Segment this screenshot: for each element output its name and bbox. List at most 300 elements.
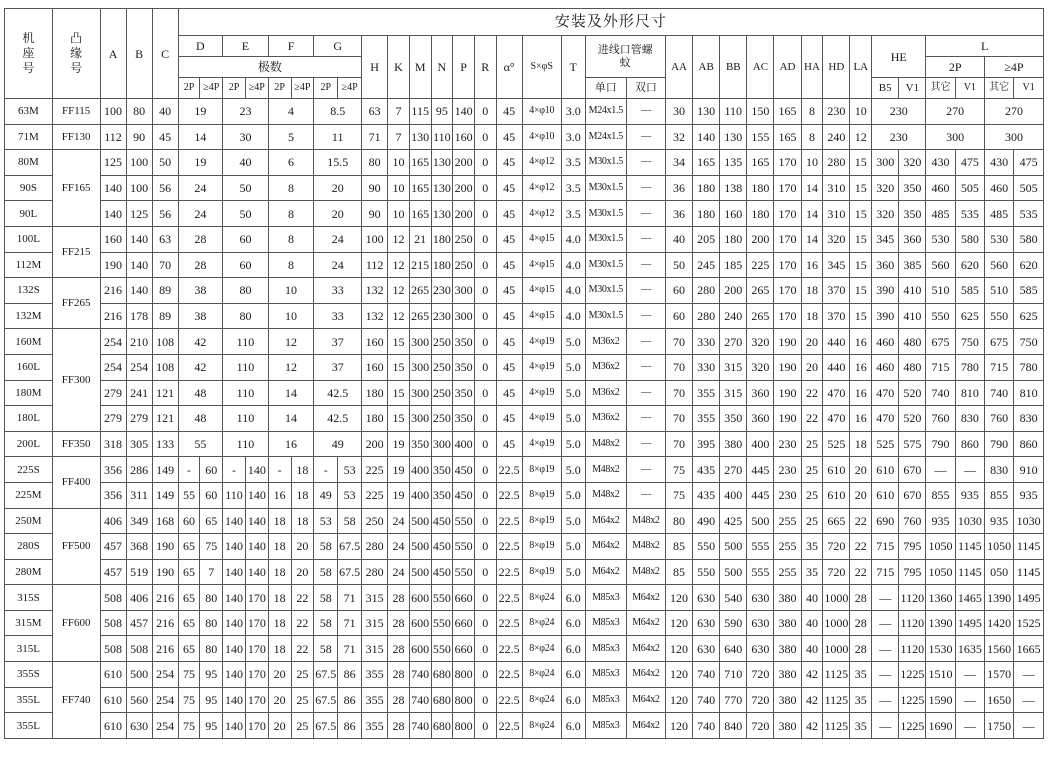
- l-2p-cell: 300: [926, 124, 985, 150]
- table-row: [5, 687, 1044, 713]
- dim-cell: 108: [152, 329, 178, 355]
- dim-cell: 14: [801, 226, 823, 252]
- dim-cell: 508: [100, 585, 126, 611]
- dim-cell: 20: [801, 354, 823, 380]
- dim-cell: 519: [126, 559, 152, 585]
- dim-cell: 286: [126, 457, 152, 483]
- he-v1-cell: 520: [899, 406, 926, 432]
- dim-cell: 355: [693, 380, 720, 406]
- header-alpha: α°: [496, 36, 522, 99]
- dim-cell: 630: [747, 610, 774, 636]
- dim-cell: 155: [747, 124, 774, 150]
- dim-cell: 280: [362, 534, 388, 560]
- he-v1-cell: 520: [899, 380, 926, 406]
- l-cell: 620: [1014, 252, 1044, 278]
- table-row: [5, 252, 1044, 278]
- header-c: C: [152, 9, 178, 99]
- pole-cell: 20: [268, 713, 291, 739]
- l-cell: 1665: [1014, 636, 1044, 662]
- pole-cell: 49: [314, 482, 338, 508]
- l-cell: 715: [926, 354, 955, 380]
- dim-cell: 12: [850, 124, 872, 150]
- l-cell: 1635: [955, 636, 984, 662]
- dim-cell: 680: [431, 687, 453, 713]
- l-cell: 810: [955, 380, 984, 406]
- inlet-single-cell: M85x3: [585, 636, 626, 662]
- dim-cell: 345: [823, 252, 850, 278]
- pole-cell: 16: [268, 431, 314, 457]
- dim-cell: 112: [100, 124, 126, 150]
- dim-cell: 28: [850, 610, 872, 636]
- dim-cell: 356: [100, 482, 126, 508]
- dim-cell: 165: [409, 175, 431, 201]
- pole-cell: 22: [291, 636, 314, 662]
- header-e-2p: 2P: [223, 78, 246, 99]
- pole-cell: 65: [178, 610, 200, 636]
- dim-cell: 315: [362, 636, 388, 662]
- dim-cell: 720: [823, 559, 850, 585]
- dim-cell: 21: [409, 226, 431, 252]
- dim-cell: 40: [152, 99, 178, 125]
- l-cell: 1495: [1014, 585, 1044, 611]
- he-v1-cell: 795: [899, 559, 926, 585]
- dim-cell: 210: [126, 329, 152, 355]
- inlet-double-cell: —: [626, 457, 665, 483]
- pole-cell: 170: [245, 662, 268, 688]
- dim-cell: 180: [431, 252, 453, 278]
- pole-cell: 20: [314, 201, 362, 227]
- bolt-cell: 8×φ24: [522, 610, 561, 636]
- dim-cell: 0: [474, 278, 496, 304]
- dim-cell: 22: [801, 380, 823, 406]
- dim-cell: 315: [362, 585, 388, 611]
- bolt-cell: 8×φ19: [522, 482, 561, 508]
- dim-cell: 630: [126, 713, 152, 739]
- he-v1-cell: 670: [899, 457, 926, 483]
- dim-cell: 12: [388, 303, 410, 329]
- l-cell: 430: [926, 150, 955, 176]
- l-cell: 530: [984, 226, 1013, 252]
- pole-cell: 110: [223, 406, 269, 432]
- inlet-single-cell: M85x3: [585, 610, 626, 636]
- dim-cell: 178: [126, 303, 152, 329]
- pole-cell: 170: [245, 687, 268, 713]
- dim-cell: 395: [693, 431, 720, 457]
- dim-cell: 36: [665, 201, 692, 227]
- he-v1-cell: 670: [899, 482, 926, 508]
- pole-cell: 48: [178, 406, 223, 432]
- pole-cell: 20: [291, 534, 314, 560]
- dim-cell: 216: [152, 585, 178, 611]
- he-v1-cell: 480: [899, 354, 926, 380]
- dim-cell: 770: [720, 687, 747, 713]
- dim-cell: 800: [453, 687, 475, 713]
- l-cell: 740: [984, 380, 1013, 406]
- frame-cell: 355L: [5, 713, 53, 739]
- dim-cell: 15: [850, 226, 872, 252]
- he-v1-cell: 795: [899, 534, 926, 560]
- dim-cell: 5.0: [561, 354, 585, 380]
- pole-cell: 140: [223, 687, 246, 713]
- pole-cell: 60: [200, 457, 223, 483]
- dim-cell: 18: [850, 431, 872, 457]
- dim-cell: 250: [431, 329, 453, 355]
- dim-cell: 5.0: [561, 380, 585, 406]
- dim-cell: 112: [362, 252, 388, 278]
- dim-cell: 16: [850, 406, 872, 432]
- pole-cell: 53: [314, 508, 338, 534]
- inlet-single-cell: M36x2: [585, 354, 626, 380]
- dim-cell: 35: [850, 713, 872, 739]
- frame-cell: 315L: [5, 636, 53, 662]
- dim-cell: 4.0: [561, 278, 585, 304]
- dim-cell: 130: [720, 124, 747, 150]
- table-row: [5, 226, 1044, 252]
- dim-cell: 540: [720, 585, 747, 611]
- pole-cell: 67.5: [314, 662, 338, 688]
- pole-cell: 110: [223, 431, 269, 457]
- table-row: [5, 482, 1044, 508]
- header-m: M: [409, 36, 431, 99]
- bolt-cell: 4×φ15: [522, 278, 561, 304]
- dim-cell: 311: [126, 482, 152, 508]
- dim-cell: 250: [453, 252, 475, 278]
- dim-cell: 550: [693, 559, 720, 585]
- dim-cell: 140: [126, 278, 152, 304]
- dim-cell: 250: [453, 226, 475, 252]
- dim-cell: 225: [362, 457, 388, 483]
- dim-cell: 550: [431, 610, 453, 636]
- dim-cell: 550: [431, 636, 453, 662]
- dim-cell: 350: [409, 431, 431, 457]
- dim-cell: 349: [126, 508, 152, 534]
- dim-cell: 45: [496, 329, 522, 355]
- dim-cell: 230: [431, 278, 453, 304]
- bolt-cell: 8×φ19: [522, 559, 561, 585]
- table-row: [5, 124, 1044, 150]
- dim-cell: 250: [431, 406, 453, 432]
- flange-cell: FF215: [52, 226, 100, 277]
- frame-cell: 71M: [5, 124, 53, 150]
- dim-cell: 45: [496, 99, 522, 125]
- dim-cell: 18: [801, 303, 823, 329]
- he-b5-cell: 345: [872, 226, 899, 252]
- dim-cell: 15: [850, 303, 872, 329]
- dim-cell: 406: [100, 508, 126, 534]
- he-b5-cell: 390: [872, 303, 899, 329]
- pole-cell: 60: [178, 508, 200, 534]
- table-row: [5, 354, 1044, 380]
- dim-cell: 610: [100, 687, 126, 713]
- pole-cell: -: [178, 457, 200, 483]
- inlet-double-cell: M64x2: [626, 687, 665, 713]
- header-g: G: [314, 36, 362, 57]
- dim-cell: 265: [747, 303, 774, 329]
- he-b5-cell: —: [872, 610, 899, 636]
- dim-cell: 45: [496, 175, 522, 201]
- dim-cell: 5.0: [561, 482, 585, 508]
- pole-cell: 110: [223, 380, 269, 406]
- dim-cell: 216: [152, 636, 178, 662]
- dim-cell: 680: [431, 662, 453, 688]
- l-cell: 1750: [984, 713, 1013, 739]
- dim-cell: 22.5: [496, 534, 522, 560]
- dim-cell: 254: [126, 354, 152, 380]
- frame-cell: 63M: [5, 99, 53, 125]
- dim-cell: 28: [388, 585, 410, 611]
- dim-cell: 457: [100, 534, 126, 560]
- pole-cell: 95: [200, 713, 223, 739]
- dim-cell: 15: [388, 354, 410, 380]
- pole-cell: 65: [200, 508, 223, 534]
- dim-cell: 22.5: [496, 457, 522, 483]
- dim-cell: 90: [362, 175, 388, 201]
- he-b5-cell: 470: [872, 380, 899, 406]
- frame-cell: 355L: [5, 687, 53, 713]
- dim-cell: 630: [693, 610, 720, 636]
- header-single: 单口: [585, 78, 626, 99]
- dim-cell: 42: [801, 662, 823, 688]
- dim-cell: 75: [665, 457, 692, 483]
- pole-cell: 24: [314, 252, 362, 278]
- dim-cell: 5.0: [561, 508, 585, 534]
- inlet-single-cell: M85x3: [585, 713, 626, 739]
- dim-cell: 740: [409, 687, 431, 713]
- l-cell: 460: [984, 175, 1013, 201]
- inlet-double-cell: —: [626, 406, 665, 432]
- dim-cell: 300: [409, 354, 431, 380]
- l-cell: —: [955, 662, 984, 688]
- inlet-double-cell: —: [626, 226, 665, 252]
- inlet-double-cell: —: [626, 303, 665, 329]
- dim-cell: 14: [801, 175, 823, 201]
- pole-cell: 170: [245, 610, 268, 636]
- dim-cell: 6.0: [561, 636, 585, 662]
- l-cell: —: [1014, 687, 1044, 713]
- table-body: [5, 99, 1044, 739]
- dim-cell: 305: [126, 431, 152, 457]
- pole-cell: 67.5: [314, 687, 338, 713]
- inlet-single-cell: M36x2: [585, 329, 626, 355]
- dim-cell: 100: [126, 175, 152, 201]
- dim-cell: 89: [152, 303, 178, 329]
- dim-cell: 5.0: [561, 457, 585, 483]
- dim-cell: 800: [453, 713, 475, 739]
- dim-cell: 140: [100, 175, 126, 201]
- dim-cell: 360: [747, 406, 774, 432]
- dim-cell: 0: [474, 252, 496, 278]
- header-d-2p: 2P: [178, 78, 200, 99]
- dim-cell: 19: [388, 482, 410, 508]
- header-f-2p: 2P: [268, 78, 291, 99]
- he-v1-cell: 350: [899, 201, 926, 227]
- dim-cell: 35: [801, 534, 823, 560]
- frame-cell: 80M: [5, 150, 53, 176]
- bolt-cell: 4×φ15: [522, 252, 561, 278]
- pole-cell: 38: [178, 278, 223, 304]
- dim-cell: 500: [126, 662, 152, 688]
- dim-cell: 180: [431, 226, 453, 252]
- pole-cell: 15.5: [314, 150, 362, 176]
- frame-cell: 160M: [5, 329, 53, 355]
- dim-cell: 265: [747, 278, 774, 304]
- dim-cell: 280: [693, 278, 720, 304]
- dim-cell: 20: [850, 482, 872, 508]
- dim-cell: 6.0: [561, 713, 585, 739]
- header-v1: V1: [899, 78, 926, 99]
- l-cell: 625: [1014, 303, 1044, 329]
- dim-cell: 100: [362, 226, 388, 252]
- dim-cell: 168: [152, 508, 178, 534]
- header-e: E: [223, 36, 269, 57]
- dim-cell: 25: [801, 457, 823, 483]
- dim-cell: 165: [774, 124, 801, 150]
- dim-cell: 15: [388, 406, 410, 432]
- l-cell: 1390: [926, 610, 955, 636]
- table-row: [5, 534, 1044, 560]
- inlet-double-cell: —: [626, 354, 665, 380]
- pole-cell: 25: [291, 687, 314, 713]
- bolt-cell: 4×φ10: [522, 124, 561, 150]
- inlet-single-cell: M85x3: [585, 687, 626, 713]
- dim-cell: 265: [409, 303, 431, 329]
- dim-cell: 15: [850, 150, 872, 176]
- dim-cell: 380: [774, 636, 801, 662]
- dim-cell: 40: [801, 585, 823, 611]
- dim-cell: 279: [126, 406, 152, 432]
- dim-cell: 400: [720, 482, 747, 508]
- dim-cell: 660: [453, 610, 475, 636]
- l-cell: 550: [926, 303, 955, 329]
- dim-cell: 330: [693, 354, 720, 380]
- pole-cell: 42: [178, 329, 223, 355]
- bolt-cell: 8×φ24: [522, 585, 561, 611]
- dim-cell: 56: [152, 175, 178, 201]
- header-v1-4p: V1: [1014, 78, 1044, 99]
- l-cell: 475: [1014, 150, 1044, 176]
- l-cell: 620: [955, 252, 984, 278]
- pole-cell: 10: [268, 303, 314, 329]
- bolt-cell: 4×φ19: [522, 431, 561, 457]
- dim-cell: 320: [747, 329, 774, 355]
- dim-cell: 165: [774, 99, 801, 125]
- l-cell: 860: [1014, 431, 1044, 457]
- frame-cell: 132S: [5, 278, 53, 304]
- bolt-cell: 4×φ19: [522, 354, 561, 380]
- dim-cell: 470: [823, 380, 850, 406]
- dim-cell: 70: [665, 431, 692, 457]
- dim-cell: 740: [409, 662, 431, 688]
- dim-cell: 350: [453, 354, 475, 380]
- dim-cell: 500: [747, 508, 774, 534]
- dim-cell: 22: [850, 534, 872, 560]
- dim-cell: 0: [474, 482, 496, 508]
- dim-cell: 7: [388, 124, 410, 150]
- table-row: [5, 303, 1044, 329]
- dim-cell: 508: [126, 636, 152, 662]
- he-cell: 230: [872, 99, 926, 125]
- dim-cell: 160: [362, 354, 388, 380]
- dim-cell: 0: [474, 559, 496, 585]
- he-b5-cell: 610: [872, 482, 899, 508]
- dim-cell: 280: [823, 150, 850, 176]
- pole-cell: 42.5: [314, 406, 362, 432]
- pole-cell: 49: [314, 431, 362, 457]
- pole-cell: 71: [338, 585, 362, 611]
- inlet-double-cell: —: [626, 431, 665, 457]
- dim-cell: 0: [474, 150, 496, 176]
- dim-cell: 85: [665, 534, 692, 560]
- dim-cell: 400: [453, 431, 475, 457]
- l-cell: 1525: [1014, 610, 1044, 636]
- pole-cell: 110: [223, 329, 269, 355]
- dim-cell: 0: [474, 662, 496, 688]
- dim-cell: 3.0: [561, 99, 585, 125]
- pole-cell: 11: [314, 124, 362, 150]
- pole-cell: 75: [178, 713, 200, 739]
- dim-cell: 435: [693, 482, 720, 508]
- l-cell: 860: [955, 431, 984, 457]
- he-v1-cell: 1225: [899, 687, 926, 713]
- pole-cell: 65: [178, 534, 200, 560]
- dim-cell: 50: [665, 252, 692, 278]
- dim-cell: 300: [453, 303, 475, 329]
- dim-cell: 185: [720, 252, 747, 278]
- l-cell: 855: [984, 482, 1013, 508]
- he-b5-cell: 320: [872, 175, 899, 201]
- he-v1-cell: 575: [899, 431, 926, 457]
- inlet-single-cell: M24x1.5: [585, 99, 626, 125]
- dim-cell: 15: [850, 201, 872, 227]
- dim-cell: 318: [100, 431, 126, 457]
- dim-cell: 0: [474, 508, 496, 534]
- dim-cell: 255: [774, 508, 801, 534]
- dim-cell: 350: [431, 457, 453, 483]
- dim-cell: 1125: [823, 687, 850, 713]
- frame-cell: 90L: [5, 201, 53, 227]
- dim-cell: 165: [409, 201, 431, 227]
- inlet-single-cell: M64x2: [585, 559, 626, 585]
- dim-cell: 315: [720, 380, 747, 406]
- bolt-cell: 4×φ15: [522, 226, 561, 252]
- he-v1-cell: 410: [899, 303, 926, 329]
- dim-cell: 190: [774, 380, 801, 406]
- l-cell: —: [926, 457, 955, 483]
- header-f: F: [268, 36, 314, 57]
- dim-cell: 500: [409, 508, 431, 534]
- pole-cell: 140: [223, 585, 246, 611]
- pole-cell: 80: [200, 585, 223, 611]
- dim-cell: 225: [747, 252, 774, 278]
- dim-cell: 10: [388, 150, 410, 176]
- pole-cell: 65: [178, 636, 200, 662]
- dimension-table: [4, 8, 1044, 739]
- dim-cell: 250: [431, 354, 453, 380]
- dim-cell: 4.0: [561, 226, 585, 252]
- pole-cell: 140: [223, 662, 246, 688]
- dim-cell: 70: [152, 252, 178, 278]
- pole-cell: 18: [268, 585, 291, 611]
- dim-cell: 0: [474, 354, 496, 380]
- pole-cell: 80: [223, 303, 269, 329]
- dim-cell: 230: [774, 482, 801, 508]
- frame-cell: 280M: [5, 559, 53, 585]
- table-row: [5, 329, 1044, 355]
- header-s: S×φS: [522, 36, 561, 99]
- pole-cell: 170: [245, 585, 268, 611]
- dim-cell: 45: [496, 431, 522, 457]
- l-4p-cell: 270: [984, 99, 1043, 125]
